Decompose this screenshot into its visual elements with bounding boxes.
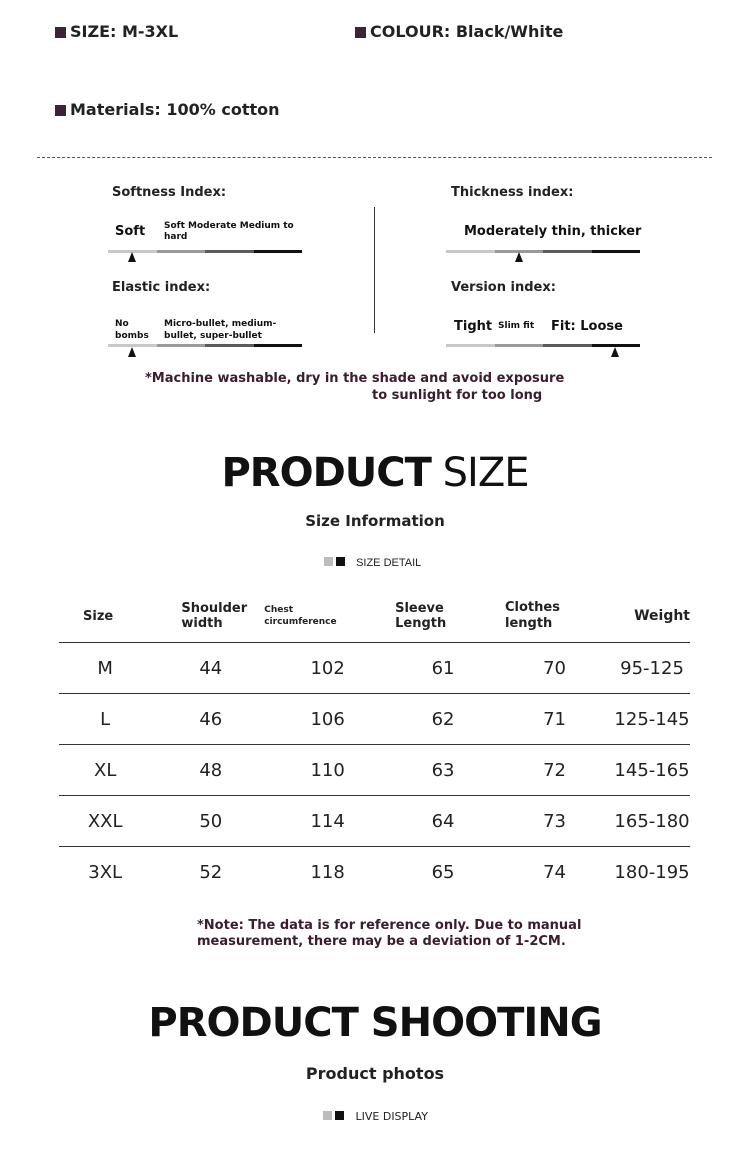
spec-size-text: SIZE: M-3XL — [70, 22, 179, 41]
product-size-title — [0, 450, 750, 496]
cell-shoulder: 48 — [157, 745, 264, 796]
size-note-line1: *Note: The data is for reference only. Due to manual — [197, 918, 582, 933]
size-table — [59, 590, 690, 897]
cell-shoulder: 50 — [157, 796, 264, 847]
table-row — [59, 643, 690, 694]
size-detail-legend — [324, 557, 421, 569]
cell-sleeve: 64 — [391, 796, 495, 847]
cell-chest: 114 — [264, 796, 391, 847]
product-size-title-bold: PRODUCT — [221, 450, 431, 496]
cell-size: 3XL — [88, 861, 123, 883]
header-clothes-length: Clothes length — [495, 590, 614, 643]
elastic-options: Micro-bullet, medium-bullet, super-bullet — [164, 319, 277, 341]
header-chest: Chest circumference — [264, 590, 391, 643]
cell-sleeve: 61 — [391, 643, 495, 694]
thickness-bar — [446, 250, 640, 253]
live-display-legend — [323, 1110, 428, 1123]
version-loose: Fit: Loose — [551, 319, 623, 334]
legend-light-square-icon — [323, 1111, 332, 1120]
cell-clothes-length: 74 — [543, 861, 566, 883]
header-shoulder: Shoulder width — [157, 590, 264, 643]
index-divider — [374, 207, 375, 333]
cell-chest: 118 — [310, 861, 345, 883]
cell-chest: 110 — [264, 745, 391, 796]
thickness-label: Moderately thin, thicker — [464, 224, 642, 239]
spec-colour-text: COLOUR: Black/White — [370, 22, 564, 41]
legend-dark-square-icon — [336, 557, 345, 566]
spec-size — [55, 22, 178, 41]
table-row — [59, 745, 690, 796]
spec-materials-text: Materials: 100% cotton — [70, 100, 280, 119]
cell-clothes-length: 73 — [495, 796, 614, 847]
cell-chest: 106 — [264, 694, 391, 745]
version-slim: Slim fit — [498, 321, 535, 331]
cell-weight: 165-180 — [614, 796, 690, 847]
elastic-title: Elastic index: — [112, 280, 211, 295]
table-row — [59, 796, 690, 847]
header-size: Size — [59, 590, 157, 643]
cell-size: XL — [59, 745, 157, 796]
product-size-title-light: SIZE — [442, 450, 529, 496]
legend-light-square-icon — [324, 557, 333, 566]
thickness-arrow-icon — [515, 252, 523, 262]
cell-shoulder: 52 — [199, 861, 223, 883]
cell-weight: 145-165 — [614, 745, 690, 796]
cell-clothes-length: 70 — [495, 643, 614, 694]
cell-size: M — [59, 643, 157, 694]
version-title: Version index: — [451, 280, 556, 295]
live-display-label: LIVE DISPLAY — [355, 1110, 428, 1123]
cell-weight: 125-145 — [614, 694, 690, 745]
cell-weight: 95-125 — [614, 643, 690, 694]
cell-sleeve: 62 — [391, 694, 495, 745]
cell-sleeve: 65 — [431, 861, 455, 883]
spec-materials — [55, 100, 280, 119]
cell-sleeve: 63 — [391, 745, 495, 796]
legend-dark-square-icon — [335, 1111, 344, 1120]
square-bullet-icon — [55, 27, 66, 38]
cell-weight: 180-195 — [614, 861, 690, 883]
size-table-header — [59, 590, 690, 643]
elastic-arrow-icon — [128, 347, 136, 357]
spec-colour — [355, 22, 563, 41]
size-info-subtitle: Size Information — [305, 512, 445, 530]
elastic-bar — [108, 344, 302, 347]
product-shooting-title: PRODUCT SHOOTING — [148, 1000, 602, 1046]
softness-selected: Soft — [115, 224, 146, 239]
cell-size: L — [59, 694, 157, 745]
table-row — [59, 847, 690, 898]
elastic-selected: No bombs — [115, 319, 149, 341]
thickness-title: Thickness index: — [451, 185, 574, 200]
softness-arrow-icon — [128, 252, 136, 262]
header-weight: Weight — [614, 590, 690, 643]
size-note-line2: measurement, there may be a deviation of 1-2CM. — [197, 934, 566, 949]
care-note-line1: *Machine washable, dry in the shade and avoid exposure — [145, 371, 565, 386]
table-row — [59, 694, 690, 745]
cell-size: XXL — [59, 796, 157, 847]
square-bullet-icon — [55, 105, 66, 116]
cell-shoulder: 46 — [157, 694, 264, 745]
softness-title: Softness Index: — [112, 185, 227, 200]
square-bullet-icon — [355, 27, 366, 38]
softness-bar — [108, 250, 302, 253]
care-note-line2: to sunlight for too long — [372, 388, 543, 403]
dashed-divider — [37, 157, 712, 158]
size-detail-label: SIZE DETAIL — [356, 557, 422, 569]
product-photos-subtitle: Product photos — [305, 1064, 445, 1083]
header-sleeve: Sleeve Length — [391, 590, 495, 643]
softness-options: Soft Moderate Medium to hard — [164, 221, 294, 242]
cell-clothes-length: 72 — [495, 745, 614, 796]
cell-clothes-length: 71 — [495, 694, 614, 745]
version-tight: Tight — [454, 319, 493, 334]
cell-chest: 102 — [264, 643, 391, 694]
version-arrow-icon — [611, 347, 619, 357]
cell-shoulder: 44 — [157, 643, 264, 694]
